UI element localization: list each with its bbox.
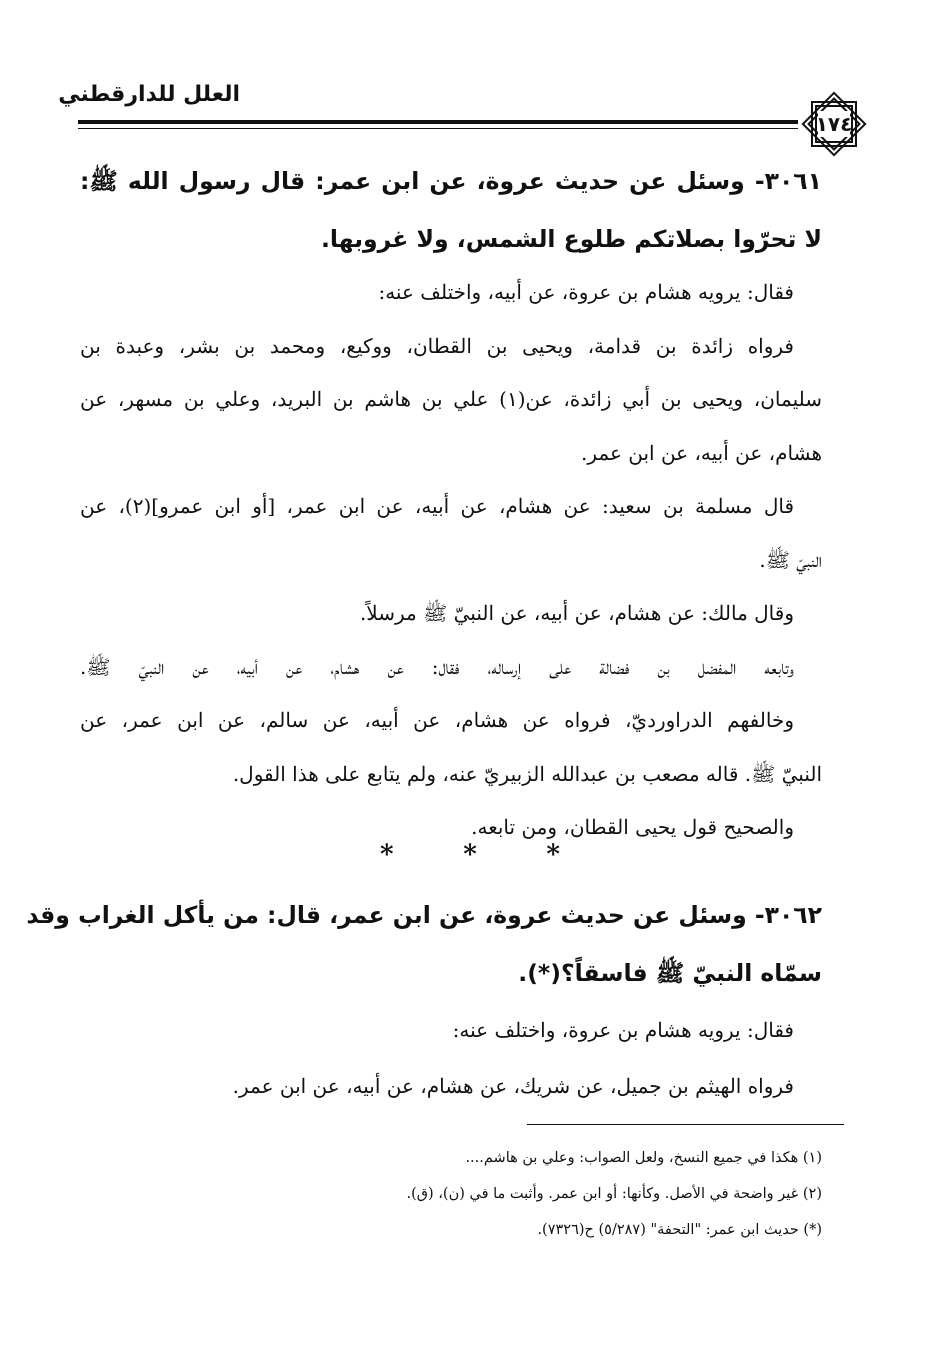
answer-paragraph-7: والصحيح قول يحيى القطان، ومن تابعه. — [471, 815, 794, 839]
answer-paragraph-6-line-2: النبيّ ﷺ. قاله مصعب بن عبدالله الزبيريّ عنه، ولم يتابع على هذا القول. — [232, 761, 822, 786]
answer-3062-paragraph-2: فرواه الهيثم بن جميل، عن شريك، عن هشام، عن أبيه، عن ابن عمر. — [232, 1074, 794, 1098]
page-number: ١٧٤ — [815, 112, 853, 136]
header-rule-thin — [78, 128, 798, 129]
question-3062-line-2: سمّاه النبيّ ﷺ فاسقاً؟(*). — [518, 959, 822, 987]
answer-paragraph-2-line-1: فرواه زائدة بن قدامة، ويحيى بن القطان، ووكيع، ومحمد بن بشر، وعبدة بن — [80, 333, 794, 358]
question-3061-line-1: ٣٠٦١- وسئل عن حديث عروة، عن ابن عمر: قال رسول الله ﷺ: — [80, 167, 822, 195]
question-3061-line-2: لا تحرّوا بصلاتكم طلوع الشمس، ولا غروبها. — [320, 225, 822, 253]
answer-3061-body — [80, 266, 822, 855]
answer-paragraph-4: وقال مالك: عن هشام، عن أبيه، عن النبيّ ﷺ مرسلاً. — [359, 601, 794, 625]
section-separator — [380, 840, 560, 870]
separator-star: * — [463, 840, 477, 870]
answer-paragraph-2-line-3: هشام، عن أبيه، عن ابن عمر. — [581, 440, 822, 465]
question-3061 — [80, 152, 822, 268]
running-header-title: العلل للدارقطني — [58, 82, 240, 107]
question-3062 — [26, 886, 822, 1002]
answer-paragraph-2-line-2: سليمان، ويحيى بن أبي زائدة، عن(١) علي بن هاشم بن البريد، وعلي بن مسهر، عن — [80, 387, 822, 411]
answer-paragraph-1: فقال: يرويه هشام بن عروة، عن أبيه، واختلف عنه: — [378, 280, 794, 304]
header-rule-thick — [78, 120, 798, 124]
footnotes — [80, 1140, 822, 1248]
answer-paragraph-3-line-1: قال مسلمة بن سعيد: عن هشام، عن أبيه، عن ابن عمر، [أو ابن عمرو](٢)، عن — [80, 494, 794, 518]
footnote-2: (٢) غير واضحة في الأصل. وكأنها: أو ابن عمر. وأثبت ما في (ن)، (ق). — [406, 1186, 822, 1202]
footnote-separator-rule — [527, 1124, 844, 1125]
answer-3062-body — [80, 1002, 822, 1114]
answer-3062-paragraph-1: فقال: يرويه هشام بن عروة، واختلف عنه: — [452, 1018, 794, 1042]
separator-star: * — [380, 840, 394, 870]
footnote-1: (١) هكذا في جميع النسخ، ولعل الصواب: وعلي بن هاشم.... — [465, 1150, 822, 1166]
answer-paragraph-3-line-2: النبيّ ﷺ. — [759, 547, 822, 572]
question-3062-line-1: ٣٠٦٢- وسئل عن حديث عروة، عن ابن عمر، قال: من يأكل الغراب وقد — [26, 901, 822, 929]
separator-star: * — [546, 840, 560, 870]
footnote-3: (*) حديث ابن عمر: "التحفة" (٥/٢٨٧) ح(٧٣٢٦). — [537, 1222, 822, 1238]
answer-paragraph-5: وتابعه المفضل بن فضالة على إرساله، فقال: عن هشام، عن أبيه، عن النبيّ ﷺ. — [80, 654, 794, 679]
answer-paragraph-6-line-1: وخالفهم الدراورديّ، فرواه عن هشام، عن أبيه، عن سالم، عن ابن عمر، عن — [80, 708, 794, 732]
